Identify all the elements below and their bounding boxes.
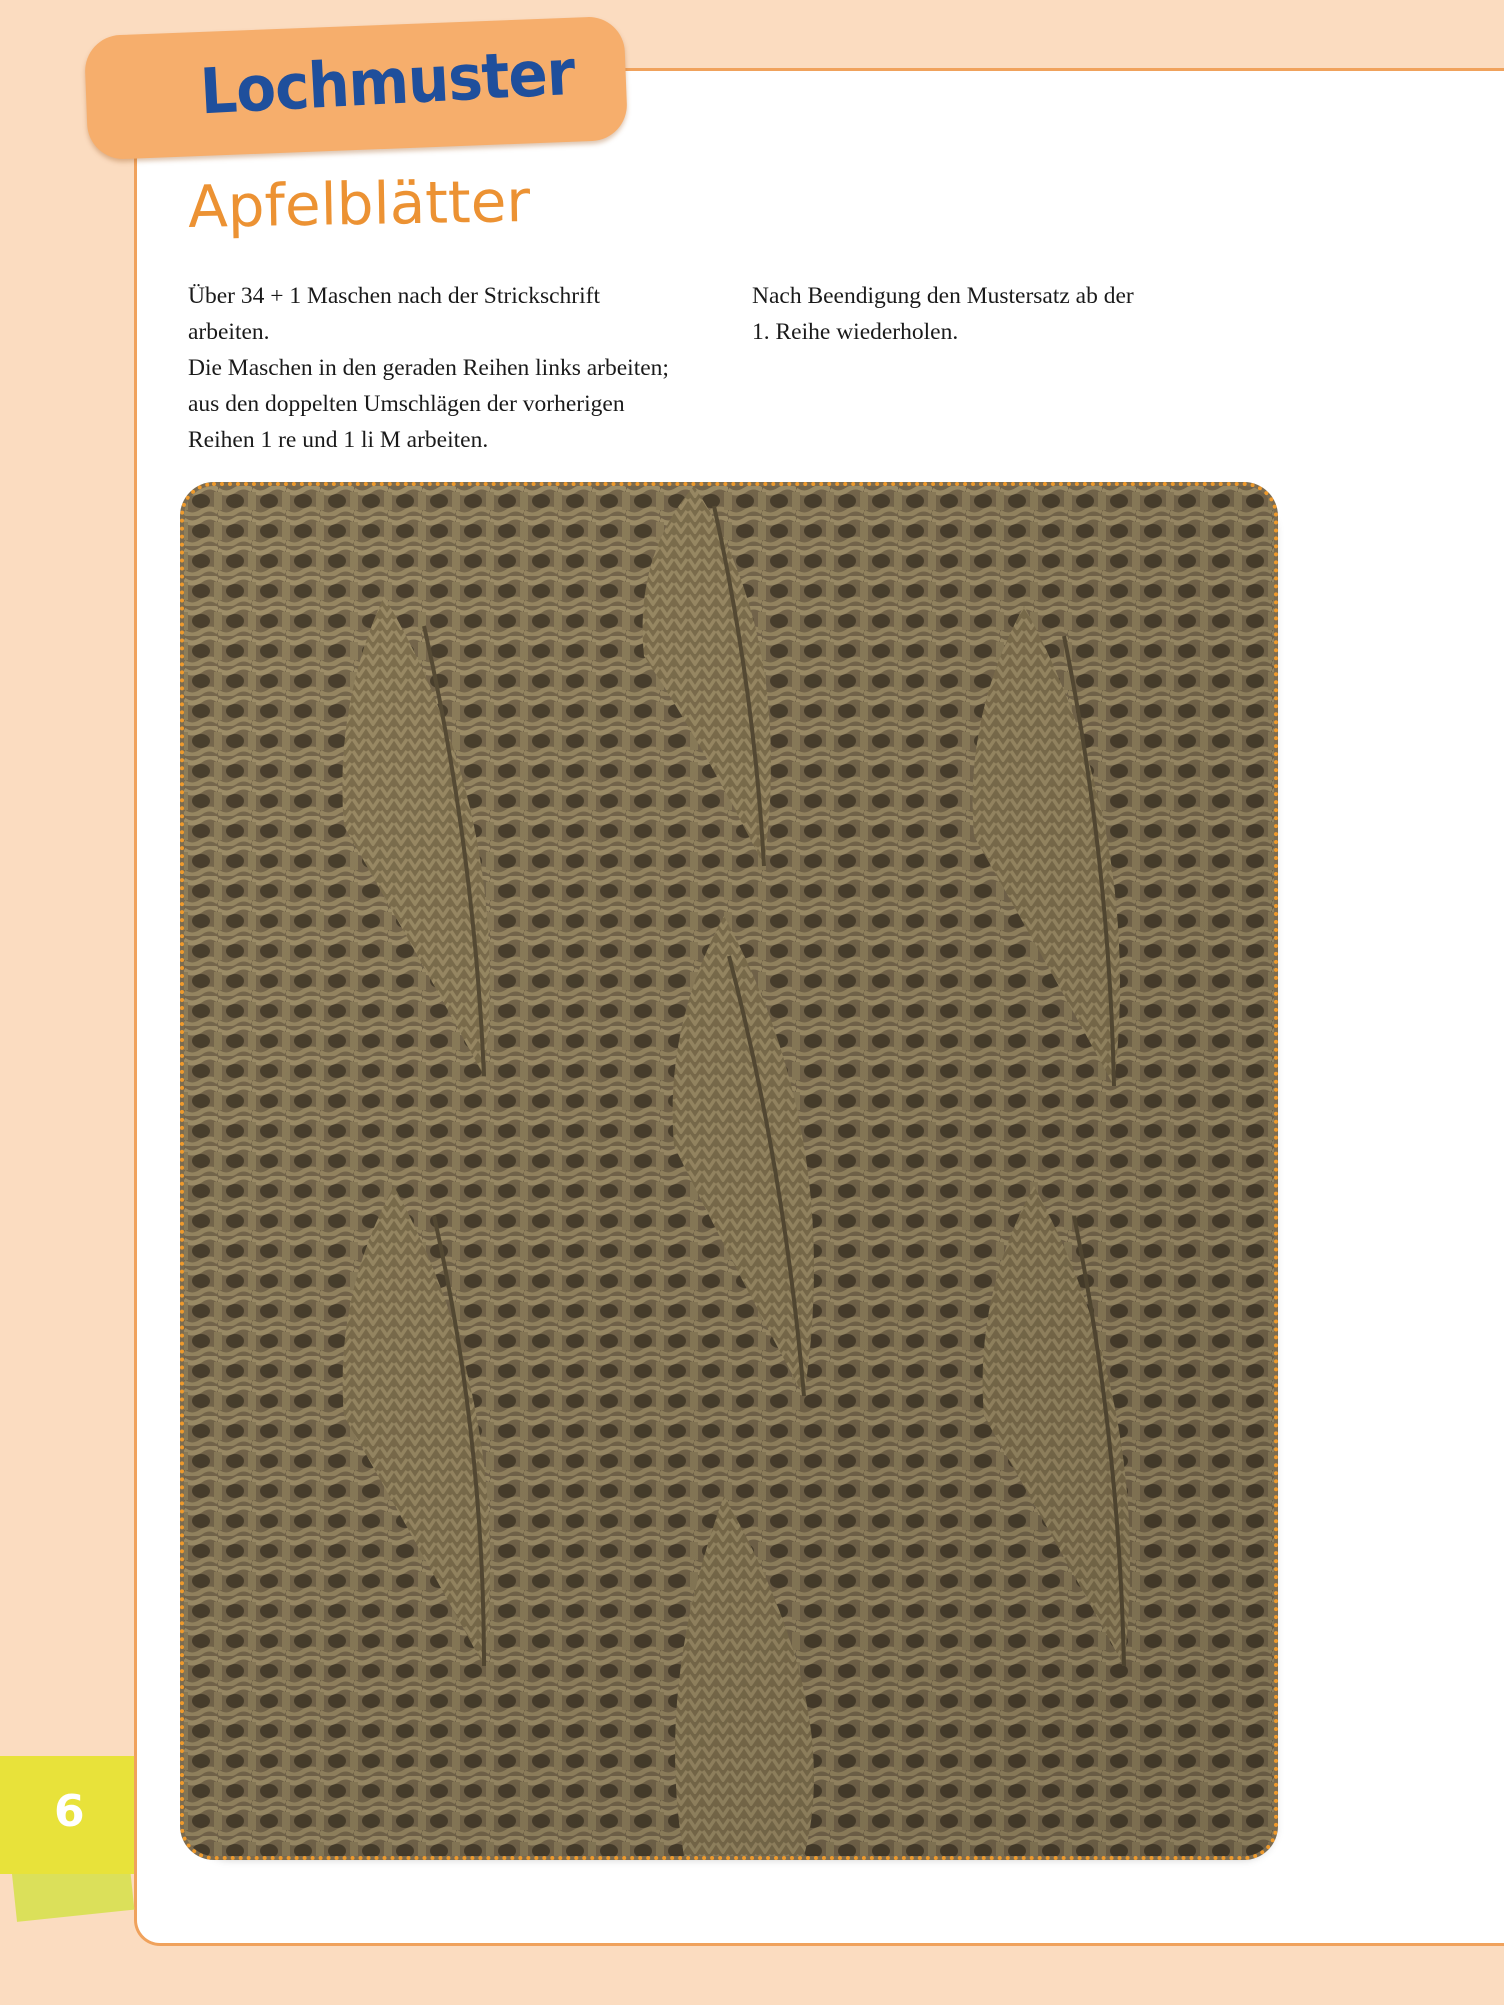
- knit-texture-illustration: [184, 486, 1274, 1856]
- section-title: Lochmuster: [198, 35, 577, 129]
- instructions-line: Nach Beendigung den Mustersatz ab der: [752, 283, 1134, 309]
- instructions-line: arbeiten.: [188, 319, 270, 345]
- instructions-line: Über 34 + 1 Maschen nach der Strickschrift: [188, 283, 600, 309]
- pattern-title: Apfelblätter: [187, 167, 531, 241]
- instructions-line: aus den doppelten Umschlägen der vorherigen: [188, 391, 625, 417]
- instructions-line: Die Maschen in den geraden Reihen links arbeiten;: [188, 355, 669, 381]
- instructions-line: Reihen 1 re und 1 li M arbeiten.: [188, 427, 489, 453]
- instructions-right: [752, 278, 1192, 350]
- instructions-left: [188, 278, 748, 458]
- instructions-line: 1. Reihe wiederholen.: [752, 319, 959, 345]
- page-number: 6: [54, 1786, 85, 1837]
- knitting-swatch-photo: [180, 482, 1278, 1860]
